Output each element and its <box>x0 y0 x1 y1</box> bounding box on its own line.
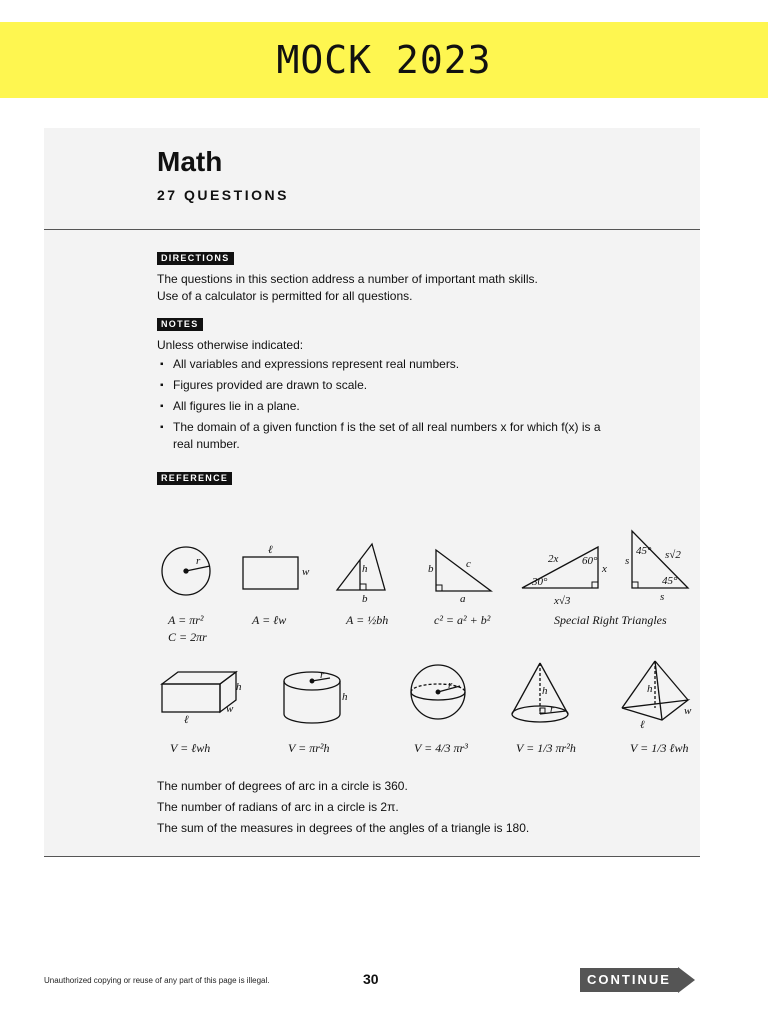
formula: V = 4/3 πr³ <box>414 741 468 755</box>
fig-label: r <box>320 669 325 681</box>
notes-list <box>157 356 603 457</box>
triangle-figure <box>337 544 385 605</box>
formula: V = πr²h <box>288 741 330 755</box>
fig-label: c <box>466 558 471 570</box>
note-item: ▪ Figures provided are drawn to scale. <box>157 377 603 394</box>
continue-label: CONTINUE <box>587 972 671 987</box>
formula: V = 1/3 πr²h <box>516 741 576 755</box>
fig-label: 45° <box>636 545 652 557</box>
formula: Special Right Triangles <box>554 613 667 627</box>
reference-facts <box>157 776 529 839</box>
sphere-figure <box>411 665 465 719</box>
copyright-notice: Unauthorized copying or reuse of any part of this page is illegal. <box>44 976 270 985</box>
fig-label: ℓ <box>640 719 645 731</box>
reference-tag: REFERENCE <box>157 472 232 485</box>
notes-tag: NOTES <box>157 318 203 331</box>
box-figure <box>162 672 242 726</box>
directions-line-2: Use of a calculator is permitted for all questions. <box>157 289 413 303</box>
fig-label: 2x <box>548 553 559 565</box>
page-number: 30 <box>363 971 379 987</box>
fact-item: The number of radians of arc in a circle is 2π. <box>157 800 399 814</box>
formula: V = ℓwh <box>170 741 211 755</box>
question-count: 27 QUESTIONS <box>157 187 289 203</box>
circle-figure <box>162 547 210 595</box>
fig-label: b <box>428 563 434 575</box>
fact-item: The number of degrees of arc in a circle is 360. <box>157 779 408 793</box>
triangle-30-60-90-figure <box>522 547 607 607</box>
fig-label: x <box>602 563 607 575</box>
fig-label: r <box>448 679 453 691</box>
fig-label: h <box>647 683 653 695</box>
directions-tag: DIRECTIONS <box>157 252 234 265</box>
fig-label: h <box>236 681 242 693</box>
continue-button[interactable] <box>580 967 697 993</box>
formula: A = ℓw <box>252 613 287 627</box>
fig-label: ℓ <box>184 714 189 726</box>
fig-label: s <box>625 555 630 567</box>
fig-label: 60° <box>582 555 598 567</box>
fig-label: ℓ <box>268 544 273 556</box>
fig-label: s√2 <box>665 549 681 561</box>
note-item: ▪ The domain of a given function f is the set of all real numbers x for which f(x) is a real number. <box>157 419 603 453</box>
formula: A = ½bh <box>346 613 389 627</box>
cylinder-figure <box>284 669 348 723</box>
fig-label: r <box>196 555 201 567</box>
section-title: Math <box>157 146 223 177</box>
footer-divider <box>44 856 700 857</box>
fig-label: w <box>684 705 692 717</box>
fact-item: The sum of the measures in degrees of the angles of a triangle is 180. <box>157 821 530 835</box>
triangle-45-45-90-figure <box>625 531 688 603</box>
fig-label: h <box>342 691 348 703</box>
formula: A = πr² <box>168 613 204 627</box>
fig-label: b <box>362 593 368 605</box>
formula: c² = a² + b² <box>434 613 491 627</box>
directions-line-1: The questions in this section address a number of important math skills. <box>157 272 538 286</box>
formula: V = 1/3 ℓwh <box>630 741 689 755</box>
fig-label: 30° <box>532 576 548 588</box>
fig-label: h <box>362 563 368 575</box>
fig-label: w <box>302 566 310 578</box>
fig-label: w <box>226 703 234 715</box>
note-item: ▪ All figures lie in a plane. <box>157 398 603 415</box>
note-item: ▪ All variables and expressions represent real numbers. <box>157 356 603 373</box>
fig-label: r <box>550 703 555 715</box>
banner-title: MOCK 2023 <box>276 38 492 82</box>
fig-label: h <box>542 685 548 697</box>
cone-figure <box>512 663 568 722</box>
fig-label: s <box>660 591 665 603</box>
formula: C = 2πr <box>168 630 207 644</box>
fig-label: 45° <box>662 575 678 587</box>
notes-intro: Unless otherwise indicated: <box>157 338 304 352</box>
header-divider <box>44 229 700 230</box>
fig-label: a <box>460 593 466 605</box>
arrow-right-icon <box>678 967 695 993</box>
pyramid-figure <box>622 661 692 731</box>
rectangle-figure <box>243 544 310 589</box>
right-triangle-figure <box>428 550 491 605</box>
reference-figures <box>140 520 700 768</box>
fig-label: x√3 <box>554 595 571 607</box>
mock-banner <box>0 22 768 98</box>
